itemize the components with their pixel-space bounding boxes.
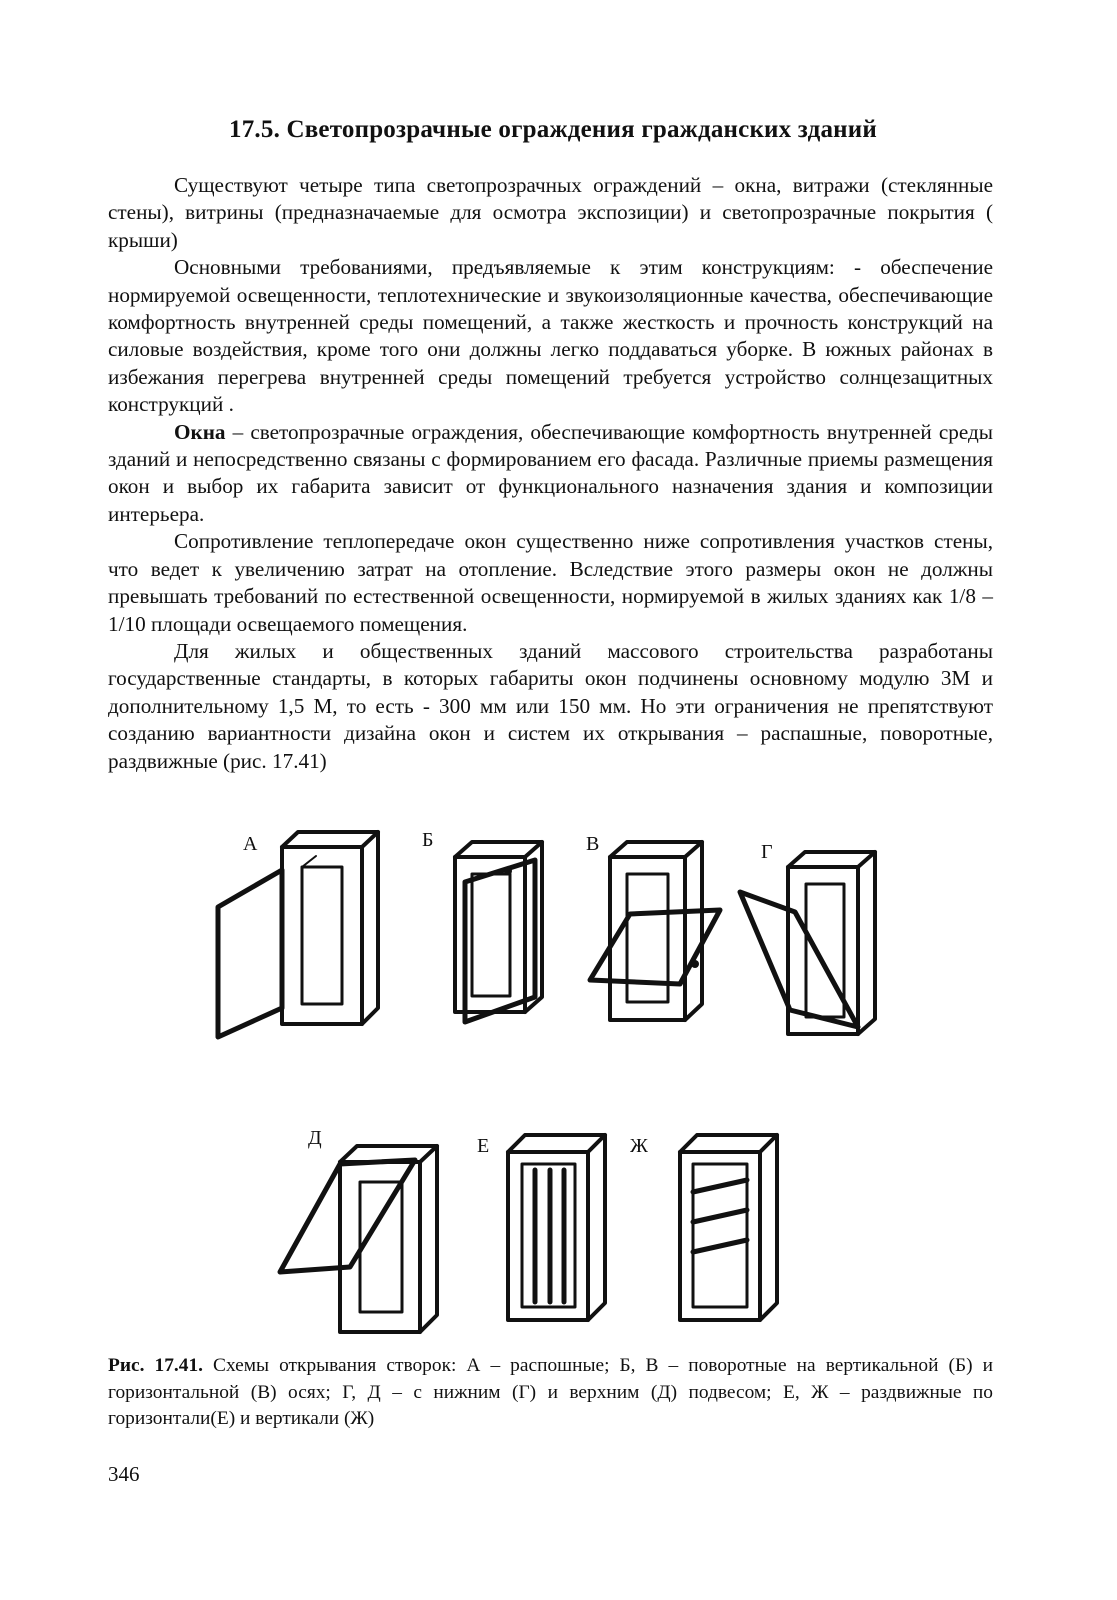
- paragraph: Окна – светопрозрачные ограждения, обеспечивающие комфортность внутренней среды зданий и непосредственно связаны с формированием его фасада. Различные приемы размещения окон и выбор их габарита зависит от функционального назначения здания и композиции интерьера.: [108, 419, 993, 526]
- window-schemes-drawing: [190, 812, 930, 1352]
- caption-label: Рис. 17.41.: [108, 1355, 203, 1376]
- caption-text: Схемы открывания створок: А – распошные; Б, В – поворотные на вертикальной (Б) и горизонтальной (В) осях; Г, Д – с нижним (Г) и верхним (Д) подвесом; Е, Ж – раздвижные по горизонтали(Е) и вертикали (Ж): [108, 1355, 993, 1429]
- figure-label-zh: Ж: [630, 1135, 648, 1157]
- figure-label-v: В: [586, 833, 600, 855]
- figure-label-b: Б: [422, 829, 434, 851]
- figure-window-opening-schemes: [190, 812, 930, 1352]
- window-sketch-v: [590, 842, 720, 1020]
- figure-label-a: А: [243, 833, 258, 855]
- figure-label-e: Е: [477, 1135, 490, 1157]
- term-windows: Окна: [174, 419, 226, 444]
- figure-caption: [108, 1353, 993, 1433]
- window-sketch-g: [740, 852, 875, 1034]
- paragraph: Для жилых и общественных зданий массового строительства разработаны государственные стандарты, в которых габариты окон подчинены основному модулю 3М и дополнительному 1,5 М, то есть - 300 мм или 150 мм. Но эти ограничения не препятствуют созданию вариантности дизайна окон и систем их открывания – распашные, поворотные, раздвижные (рис. 17.41): [108, 638, 993, 773]
- window-sketch-zh: [680, 1135, 777, 1320]
- window-sketch-a: [218, 832, 378, 1037]
- paragraph: Существуют четыре типа светопрозрачных ограждений – окна, витражи (стеклянные стены), витрины (предназначаемые для осмотра экспозиции) и светопрозрачные покрытия ( крыши): [108, 173, 993, 252]
- window-sketch-b: [455, 842, 542, 1022]
- page-number: 346: [108, 1462, 140, 1486]
- paragraph: Основными требованиями, предъявляемые к этим конструкциям: - обеспечение нормируемой освещенности, теплотехнические и звукоизоляционные качества, обеспечивающие комфортность внутренней среды помещений, а также жесткость и прочность конструкций на силовые воздействия, кроме того они должны легко поддаваться уборке. В южных районах в избежания перегрева внутренней среды помещений требуется устройство солнцезащитных конструкций .: [108, 255, 993, 417]
- window-sketch-e: [508, 1135, 605, 1320]
- body-text: [108, 172, 993, 775]
- section-heading: 17.5. Светопрозрачные ограждения гражданских зданий: [229, 116, 877, 143]
- paragraph: Сопротивление теплопередаче окон существенно ниже сопротивления участков стены, что ведет к увеличению затрат на отопление. Вследствие этого размеры окон не должны превышать требований по естественной освещенности, нормируемой в жилых зданиях как 1/8 – 1/10 площади освещаемого помещения.: [108, 529, 993, 636]
- figure-label-g: Г: [761, 841, 773, 863]
- window-sketch-d: [280, 1146, 437, 1332]
- figure-label-d: Д: [308, 1127, 322, 1149]
